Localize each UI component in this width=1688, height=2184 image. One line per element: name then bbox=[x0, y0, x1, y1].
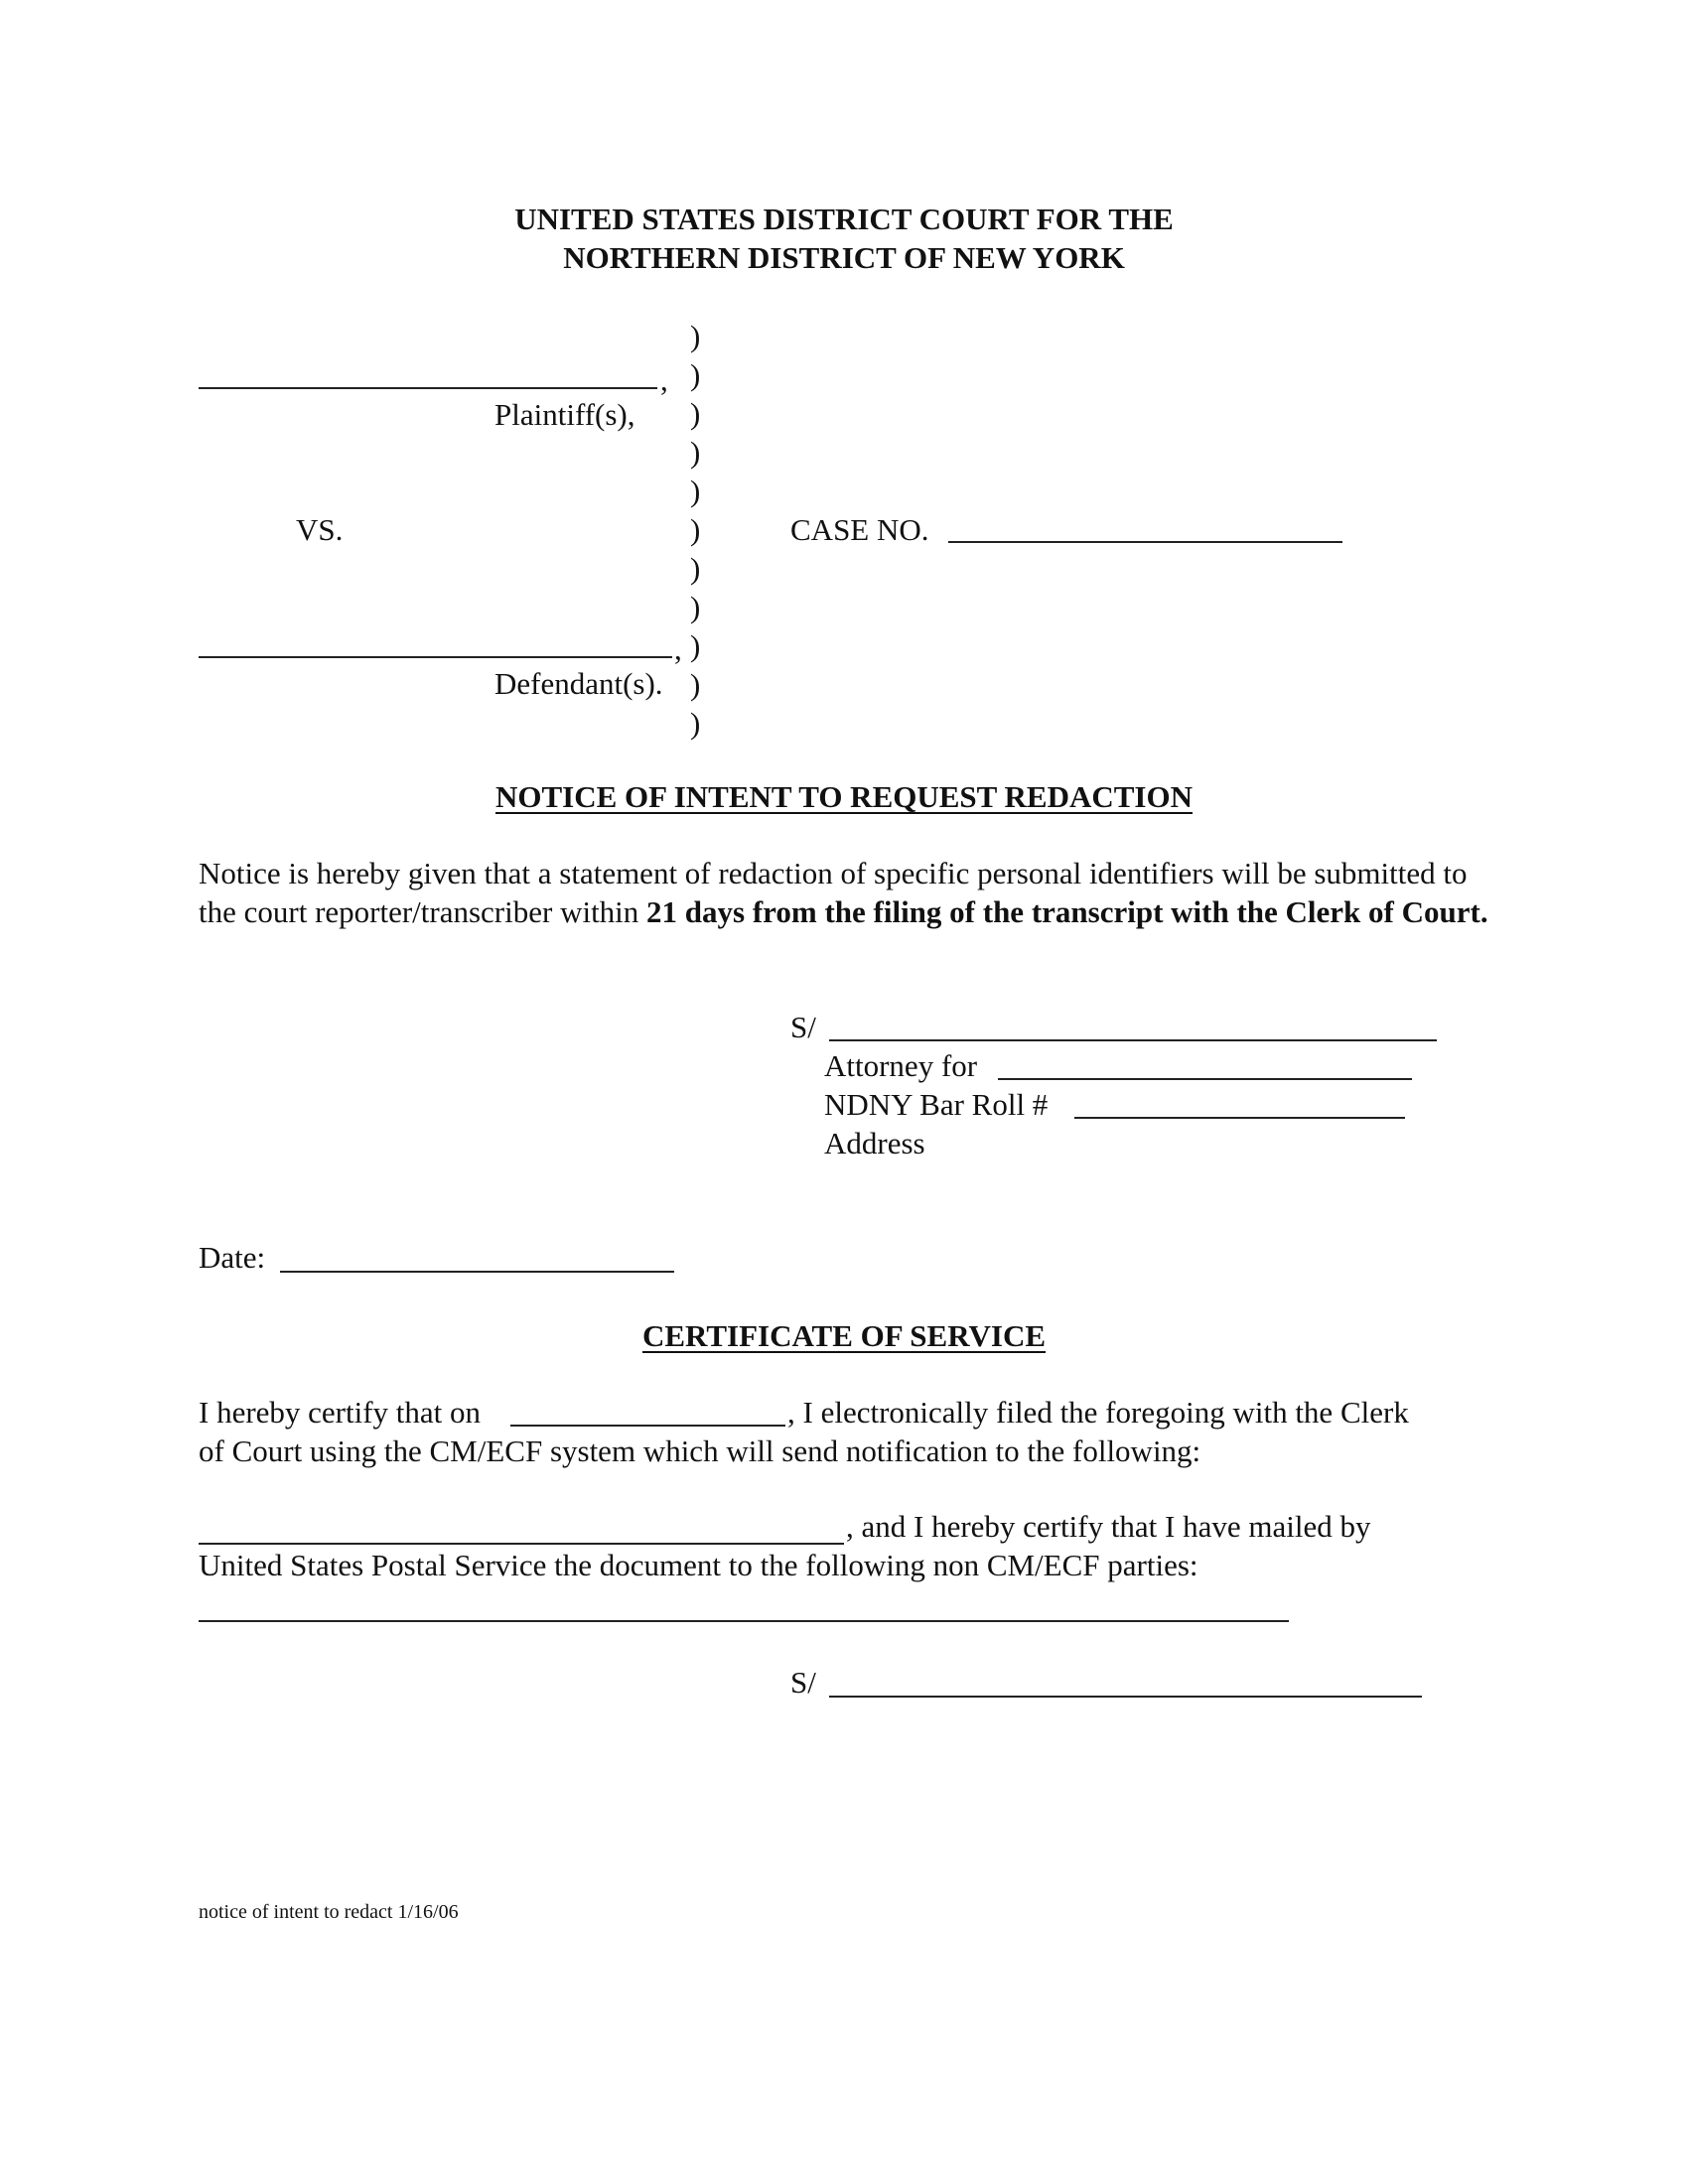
attorney-for-label: Attorney for bbox=[824, 1048, 978, 1083]
court-title-line-2: NORTHERN DISTRICT OF NEW YORK bbox=[563, 240, 1125, 275]
date-label: Date: bbox=[199, 1240, 266, 1275]
certify-filed-text: , I electronically filed the foregoing with the Clerk bbox=[787, 1395, 1409, 1430]
notice-body bbox=[199, 854, 1499, 931]
certify-date-blank[interactable] bbox=[510, 1425, 785, 1427]
bar-roll-label: NDNY Bar Roll # bbox=[824, 1087, 1049, 1122]
case-no-blank[interactable] bbox=[948, 541, 1342, 543]
certify-mailed-text: , and I hereby certify that I have mailed by bbox=[846, 1509, 1371, 1544]
plaintiff-label: Plaintiff(s), bbox=[494, 397, 635, 432]
certificate-heading: CERTIFICATE OF SERVICE bbox=[641, 1318, 1047, 1353]
caption-paren: ) bbox=[690, 435, 701, 470]
plaintiff-name-blank[interactable] bbox=[199, 387, 657, 389]
certify-date-text: I hereby certify that on bbox=[199, 1395, 482, 1430]
caption-paren: ) bbox=[690, 628, 701, 663]
certificate-signature-blank[interactable] bbox=[829, 1696, 1422, 1698]
caption-paren: ) bbox=[690, 551, 701, 586]
caption-paren: ) bbox=[690, 357, 701, 392]
case-no-label: CASE NO. bbox=[790, 512, 929, 547]
caption-paren: ) bbox=[690, 319, 701, 353]
certify-postal-text: United States Postal Service the document to the following non CM/ECF parties: bbox=[199, 1548, 1198, 1582]
notice-signature-blank[interactable] bbox=[829, 1039, 1437, 1041]
attorney-for-blank[interactable] bbox=[998, 1078, 1412, 1080]
defendant-name-blank[interactable] bbox=[199, 656, 672, 658]
notice-heading: NOTICE OF INTENT TO REQUEST REDACTION bbox=[495, 779, 1193, 814]
caption-paren: ) bbox=[690, 590, 701, 624]
non-cmecf-parties-blank[interactable] bbox=[199, 1620, 1289, 1622]
recipients-blank[interactable] bbox=[199, 1543, 844, 1545]
plaintiff-comma: , bbox=[660, 362, 668, 397]
caption-paren: ) bbox=[690, 474, 701, 508]
defendant-comma: , bbox=[674, 631, 682, 666]
caption-paren: ) bbox=[690, 667, 701, 702]
notice-body-text: Notice is hereby given that a statement of redaction of specific personal identifiers will be submitted to the court reporter/transcriber within bbox=[199, 856, 1468, 929]
certify-cmecf-text: of Court using the CM/ECF system which will send notification to the following: bbox=[199, 1433, 1201, 1468]
caption-paren: ) bbox=[690, 396, 701, 431]
notice-signature-label: S/ bbox=[790, 1010, 816, 1044]
date-blank[interactable] bbox=[280, 1271, 674, 1273]
defendant-label: Defendant(s). bbox=[494, 666, 663, 701]
address-label: Address bbox=[824, 1126, 925, 1160]
certificate-signature-label: S/ bbox=[790, 1665, 816, 1700]
court-title-line-1: UNITED STATES DISTRICT COURT FOR THE bbox=[514, 202, 1174, 236]
form-footer: notice of intent to redact 1/16/06 bbox=[199, 1901, 459, 1923]
bar-roll-blank[interactable] bbox=[1074, 1117, 1405, 1119]
caption-paren: ) bbox=[690, 706, 701, 741]
notice-body-emphasis: 21 days from the filing of the transcript with the Clerk of Court. bbox=[646, 894, 1488, 929]
versus-label: VS. bbox=[296, 512, 344, 547]
caption-paren: ) bbox=[690, 512, 701, 547]
